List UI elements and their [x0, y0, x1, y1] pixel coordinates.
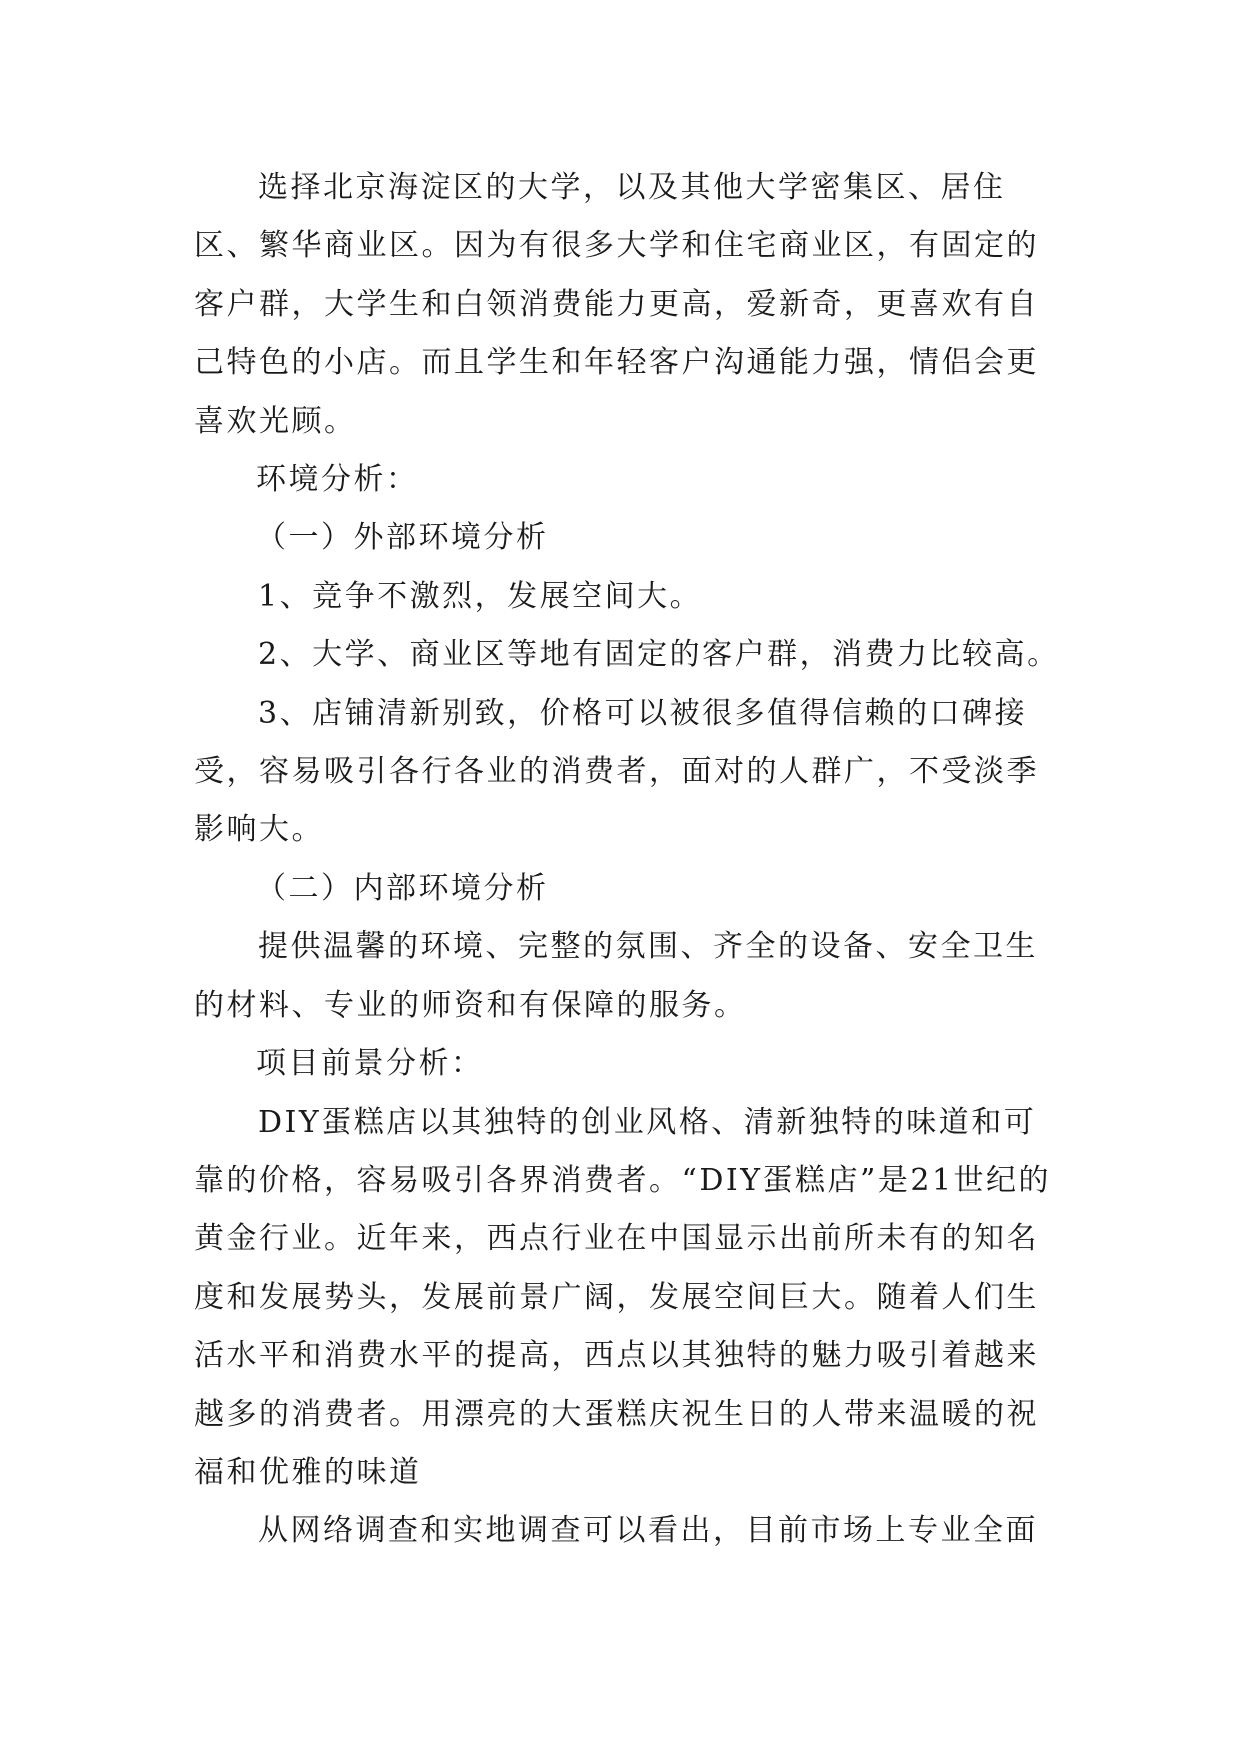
heading-internal-environment: （二）内部环境分析	[256, 870, 549, 906]
paragraph-outlook: DIY蛋糕店以其独特的创业风格、清新独特的味道和可靠的价格，容易吸引各界消费者。“DIY蛋糕店”是21世纪的黄金行业。近年来，西点行业在中国显示出前所未有的知名度和发展势头，发展前景广阔，发展空间巨大。随着人们生活水平和消费水平的提高，西点以其独特的魅力吸引着越来越多的消费者。用漂亮的大蛋糕庆祝生日的人带来温暖的祝福和优雅的味道	[194, 1104, 1052, 1490]
list-item-2: 2、大学、商业区等地有固定的客户群，消费力比较高。	[258, 637, 1060, 673]
heading-environment-analysis: 环境分析：	[256, 462, 419, 498]
heading-external-environment: （一）外部环境分析	[256, 520, 549, 556]
document-body	[194, 159, 1064, 1561]
paragraph-internal: 提供温馨的环境、完整的氛围、齐全的设备、安全卫生的材料、专业的师资和有保障的服务。	[194, 929, 1038, 1023]
paragraph-survey: 从网络调查和实地调查可以看出，目前市场上专业全面	[258, 1513, 1038, 1549]
list-item-1: 1、竞争不激烈，发展空间大。	[258, 578, 703, 614]
heading-project-outlook: 项目前景分析：	[256, 1046, 484, 1082]
list-item-3: 3、店铺清新别致，价格可以被很多值得信赖的口碑接受，容易吸引各行各业的消费者，面对的人群广，不受淡季影响大。	[194, 695, 1039, 848]
paragraph-location: 选择北京海淀区的大学，以及其他大学密集区、居住区、繁华商业区。因为有很多大学和住宅商业区，有固定的客户群，大学生和白领消费能力更高，爱新奇，更喜欢有自己特色的小店。而且学生和年轻客户沟通能力强，情侣会更喜欢光顾。	[194, 170, 1039, 439]
